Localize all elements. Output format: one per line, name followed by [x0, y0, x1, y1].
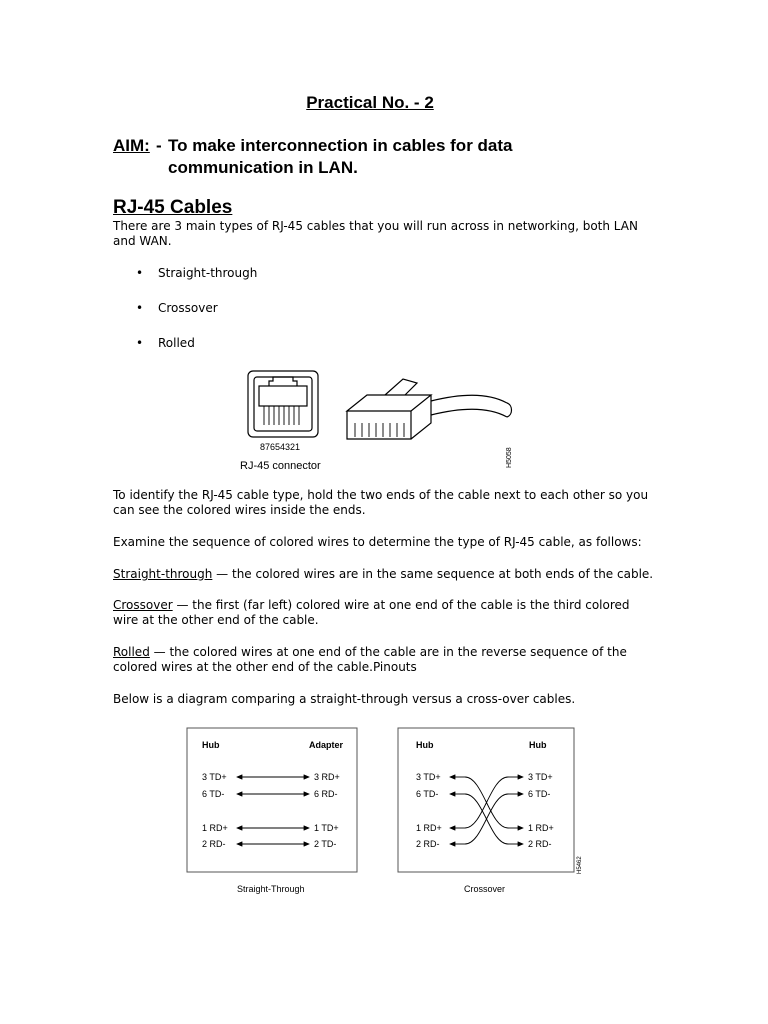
rj45-connector-figure [235, 365, 525, 480]
crossover-right-pin: 1 RD+ [528, 823, 554, 833]
straight-right-header: Adapter [309, 740, 344, 750]
crossover-left-pin: 1 RD+ [416, 823, 442, 833]
straight-left-pin: 2 RD- [202, 839, 226, 849]
rj45-jack-icon [248, 371, 318, 437]
straight-left-pin: 3 TD+ [202, 772, 227, 782]
bullet-rolled: Rolled [158, 336, 195, 350]
connector-caption: RJ-45 connector [240, 460, 321, 472]
bullet-dot: • [136, 301, 144, 315]
aim-text-line-1: To make interconnection in cables for data [168, 136, 513, 155]
bullet-dot: • [136, 266, 144, 280]
straight-left-pin: 1 RD+ [202, 823, 228, 833]
crossover-description: — the first (far left) colored wire at one end of the cable is the third colored wire at the other end of the cable. [113, 598, 630, 627]
crossover-right-pin: 3 TD+ [528, 772, 553, 782]
intro-paragraph: There are 3 main types of RJ-45 cables that you will run across in networking, both LAN and WAN. [113, 219, 638, 248]
wiring-diagram [180, 722, 590, 902]
crossover-left-pin: 3 TD+ [416, 772, 441, 782]
crossover-paragraph [113, 598, 658, 628]
rj45-plug-icon [347, 379, 512, 439]
connector-figure-id: H5058 [506, 447, 513, 468]
straight-right-pin: 1 TD+ [314, 823, 339, 833]
straight-through-description: — the colored wires are in the same sequence at both ends of the cable. [212, 567, 654, 581]
straight-through-paragraph [113, 567, 658, 582]
aim-text-line-2: communication in LAN. [168, 158, 358, 177]
rolled-description: — the colored wires at one end of the cable are in the reverse sequence of the colored wires at the other end of the cable.Pinouts [113, 645, 627, 674]
crossover-left-header: Hub [416, 740, 434, 750]
crossover-right-pin: 6 TD- [528, 789, 551, 799]
straight-left-pin: 6 TD- [202, 789, 225, 799]
crossover-right-header: Hub [529, 740, 547, 750]
examine-paragraph: Examine the sequence of colored wires to determine the type of RJ-45 cable, as follows: [113, 535, 642, 549]
straight-left-header: Hub [202, 740, 220, 750]
crossover-caption: Crossover [464, 884, 506, 894]
straight-right-pin: 6 RD- [314, 789, 338, 799]
crossover-term: Crossover [113, 598, 173, 612]
crossover-wire [465, 777, 508, 828]
straight-through-term: Straight-through [113, 567, 213, 581]
diagram-intro-paragraph: Below is a diagram comparing a straight-through versus a cross-over cables. [113, 692, 576, 706]
bullet-dot: • [136, 336, 144, 350]
straight-right-pin: 3 RD+ [314, 772, 340, 782]
bullet-straight-through: Straight-through [158, 266, 258, 280]
rolled-paragraph [113, 645, 658, 675]
pin-numbers: 87654321 [260, 442, 301, 452]
bullet-crossover: Crossover [158, 301, 218, 315]
rolled-term: Rolled [113, 645, 150, 659]
aim-separator: - [156, 136, 162, 155]
crossover-left-pin: 6 TD- [416, 789, 439, 799]
section-title: RJ-45 Cables [113, 197, 233, 218]
straight-through-caption: Straight-Through [237, 884, 305, 894]
page-title: Practical No. - 2 [306, 93, 434, 112]
straight-right-pin: 2 TD- [314, 839, 337, 849]
crossover-right-pin: 2 RD- [528, 839, 552, 849]
wiring-figure-id: H5462 [577, 856, 583, 874]
aim-label: AIM: [113, 136, 150, 155]
identify-paragraph: To identify the RJ-45 cable type, hold the two ends of the cable next to each other so you can see the colored wires inside the ends. [113, 488, 649, 517]
crossover-left-pin: 2 RD- [416, 839, 440, 849]
